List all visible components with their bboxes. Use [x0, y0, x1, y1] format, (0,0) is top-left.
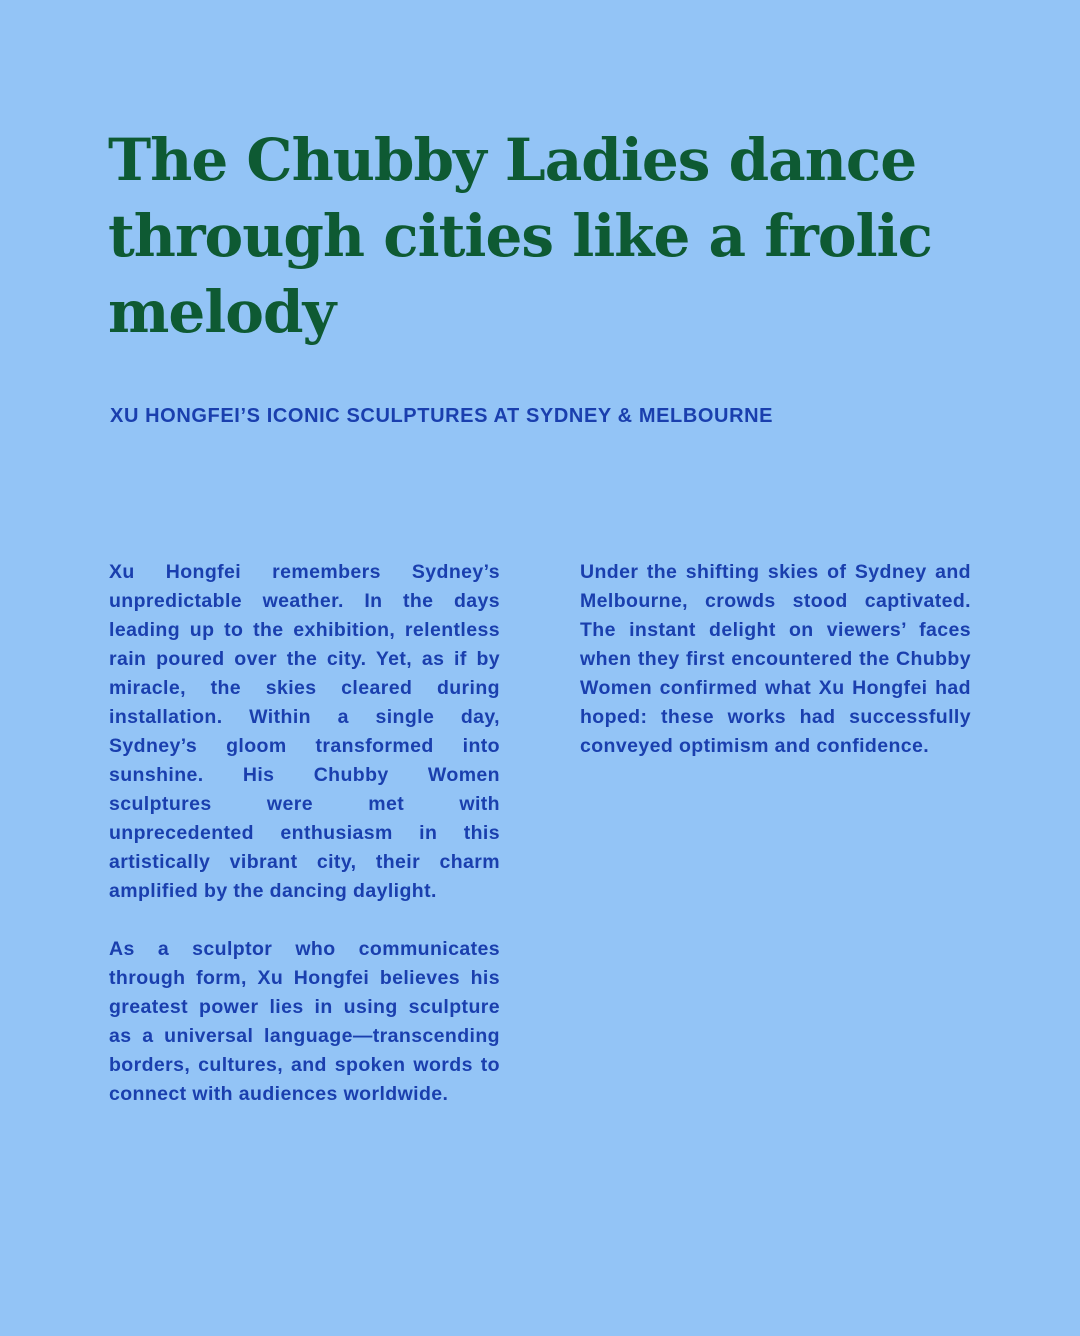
right-paragraph-1: Under the shifting skies of Sydney and Melbourne, crowds stood captivated. The instant delight on viewers’ faces when they first encountered the Chubby Women confirmed what Xu Hongfei had hoped: these works had successfully conveyed optimism and confidence. [580, 561, 971, 757]
left-paragraph-1: Xu Hongfei remembers Sydney’s unpredictable weather. In the days leading up to the exhibition, relentless rain poured over the city. Yet, as if by miracle, the skies cleared during installation. Within a single day, Sydney’s gloom transformed into sunshine. His Chubby Women sculptures were met with unprecedented enthusiasm in this artistically vibrant city, their charm amplified by the dancing daylight. [109, 561, 500, 902]
left-column [109, 558, 500, 1138]
article-headline: The Chubby Ladies dance through cities like a frolic melody [108, 126, 932, 346]
article-subtitle: XU HONGFEI’S ICONIC SCULPTURES AT SYDNEY & MELBOURNE [110, 405, 774, 427]
left-paragraph-2: As a sculptor who communicates through form, Xu Hongfei believes his greatest power lies in using sculpture as a universal language—transcending borders, cultures, and spoken words to connect with audiences worldwide. [109, 938, 500, 1105]
right-column [580, 558, 971, 790]
